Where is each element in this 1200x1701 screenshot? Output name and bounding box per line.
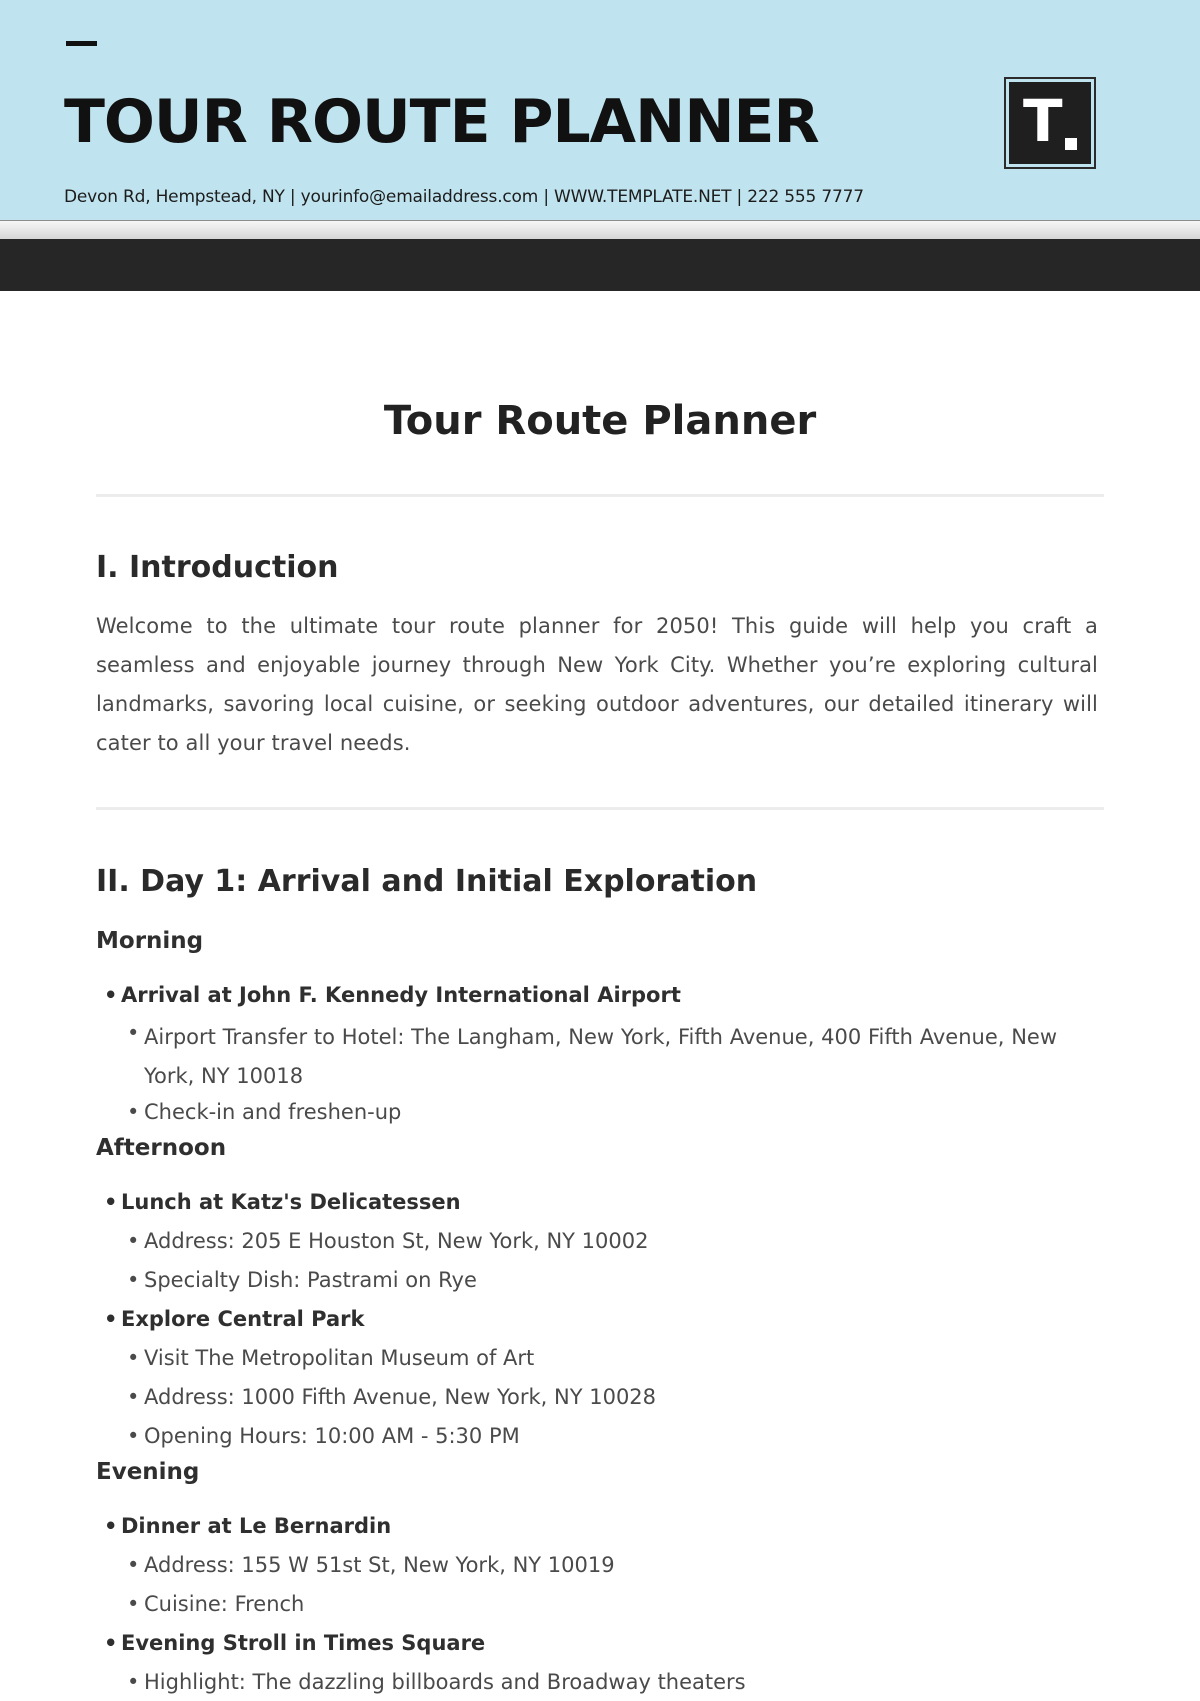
sub-list-item bbox=[127, 1421, 520, 1451]
document-title: Tour Route Planner bbox=[383, 398, 817, 444]
sub-item-text: Opening Hours: 10:00 AM - 5:30 PM bbox=[144, 1424, 520, 1448]
sub-list-item bbox=[127, 1265, 477, 1295]
sub-list-item bbox=[127, 1667, 746, 1697]
bullet: • bbox=[127, 1346, 140, 1370]
section-divider bbox=[96, 494, 1104, 497]
item-text: Arrival at John F. Kennedy International Airport bbox=[121, 983, 681, 1007]
introduction-text: Welcome to the ultimate tour route planner for 2050! This guide will help you craft a seamless and enjoyable journey through New York City. Whether you’re exploring cultural landmarks, savoring local cuisine, or seeking outdoor adventures, our detailed itinerary will cater to all your travel needs. bbox=[96, 614, 1098, 755]
list-item bbox=[104, 1628, 485, 1658]
item-text: Dinner at Le Bernardin bbox=[121, 1514, 392, 1538]
sub-item-text: Cuisine: French bbox=[144, 1592, 305, 1616]
list-item bbox=[104, 1511, 391, 1541]
sub-item-text: Address: 205 E Houston St, New York, NY 10002 bbox=[144, 1229, 649, 1253]
sub-list-item bbox=[127, 1589, 304, 1619]
sub-item-text: Check-in and freshen-up bbox=[144, 1100, 402, 1124]
header-banner bbox=[0, 0, 1200, 220]
bullet: • bbox=[127, 1553, 140, 1577]
logo-letter: T bbox=[1023, 87, 1063, 155]
bullet: • bbox=[127, 1229, 140, 1253]
header-accent-dash bbox=[66, 41, 97, 46]
bullet: • bbox=[104, 1307, 118, 1331]
sub-item-text: Specialty Dish: Pastrami on Rye bbox=[144, 1268, 477, 1292]
sub-item-text: Address: 155 W 51st St, New York, NY 10019 bbox=[144, 1553, 615, 1577]
header-divider-dark bbox=[0, 239, 1200, 291]
list-item bbox=[104, 980, 681, 1010]
sub-list-item bbox=[127, 1226, 648, 1256]
list-item bbox=[104, 1304, 364, 1334]
evening-label: Evening bbox=[96, 1459, 200, 1485]
header-divider-light bbox=[0, 220, 1200, 239]
contact-line: Devon Rd, Hempstead, NY | yourinfo@emailaddress.com | WWW.TEMPLATE.NET | 222 555 7777 bbox=[64, 187, 864, 207]
logo-dot bbox=[1065, 138, 1077, 150]
item-text: Explore Central Park bbox=[121, 1307, 365, 1331]
bullet: • bbox=[127, 1100, 140, 1124]
bullet: • bbox=[127, 1385, 140, 1409]
bullet: • bbox=[127, 1424, 140, 1448]
afternoon-label: Afternoon bbox=[96, 1135, 227, 1161]
bullet: • bbox=[104, 1631, 118, 1655]
bullet: • bbox=[127, 1021, 140, 1045]
sub-list-item bbox=[127, 1097, 401, 1127]
bullet: • bbox=[104, 1514, 118, 1538]
bullet: • bbox=[127, 1592, 140, 1616]
morning-label: Morning bbox=[96, 928, 204, 954]
sub-item-text: Airport Transfer to Hotel: The Langham, New York, Fifth Avenue, 400 Fifth Avenue, New York, NY 10018 bbox=[144, 1025, 1057, 1088]
sub-list-item bbox=[127, 1343, 534, 1373]
sub-item-text: Visit The Metropolitan Museum of Art bbox=[144, 1346, 535, 1370]
template-logo-icon bbox=[1004, 77, 1096, 169]
bullet: • bbox=[127, 1268, 140, 1292]
sub-list-item bbox=[127, 1382, 656, 1412]
item-text: Lunch at Katz's Delicatessen bbox=[121, 1190, 461, 1214]
sub-list-item bbox=[127, 1018, 1057, 1096]
brand-title: TOUR ROUTE PLANNER bbox=[64, 87, 819, 157]
logo-mark bbox=[1009, 82, 1091, 164]
bullet: • bbox=[127, 1670, 140, 1694]
bullet: • bbox=[104, 1190, 118, 1214]
section-divider bbox=[96, 807, 1104, 810]
day1-heading: II. Day 1: Arrival and Initial Exploration bbox=[96, 864, 758, 899]
introduction-heading: I. Introduction bbox=[96, 550, 339, 585]
sub-item-text: Address: 1000 Fifth Avenue, New York, NY 10028 bbox=[144, 1385, 657, 1409]
sub-list-item bbox=[127, 1550, 615, 1580]
sub-item-text: Highlight: The dazzling billboards and Broadway theaters bbox=[144, 1670, 746, 1694]
bullet: • bbox=[104, 983, 118, 1007]
item-text: Evening Stroll in Times Square bbox=[121, 1631, 486, 1655]
list-item bbox=[104, 1187, 461, 1217]
